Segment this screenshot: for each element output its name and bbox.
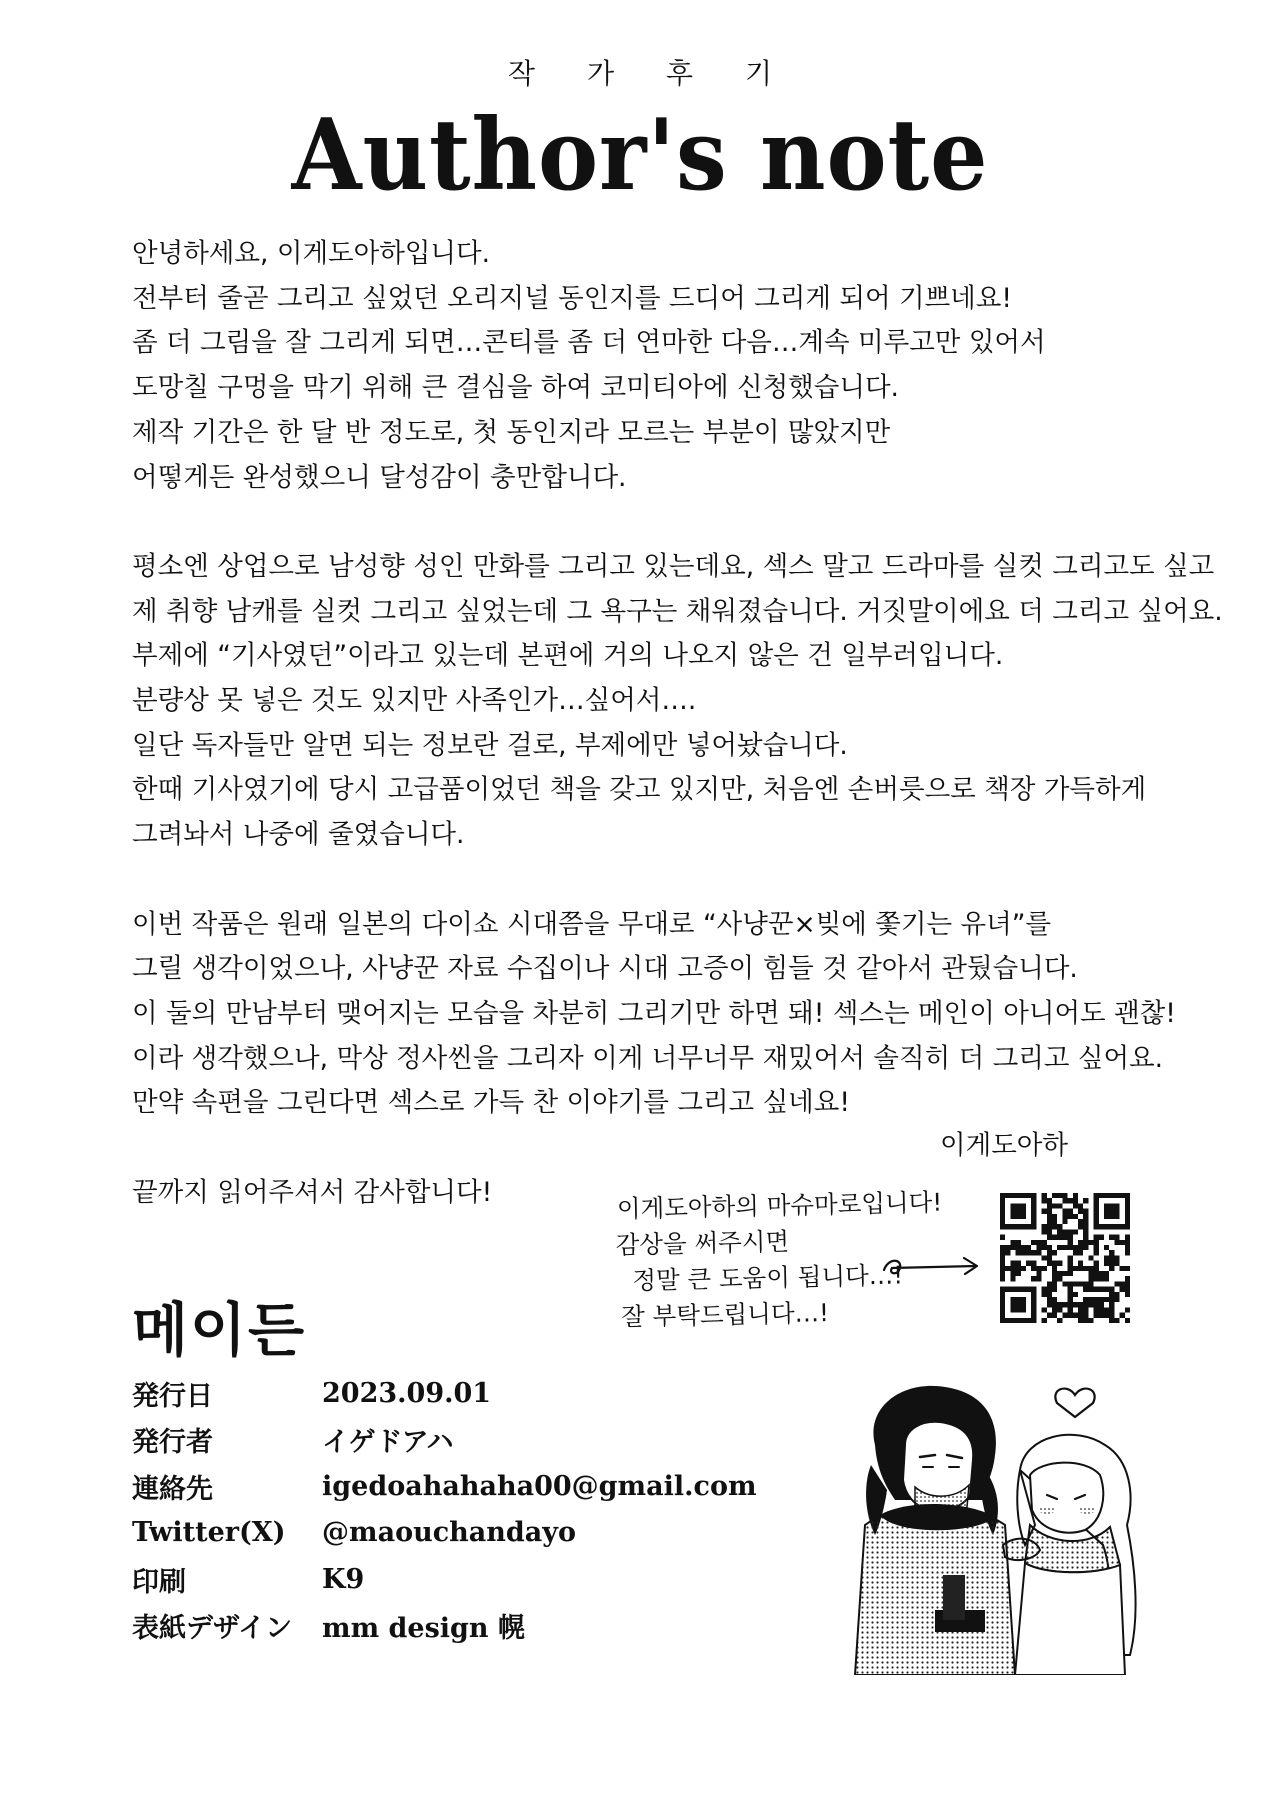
colophon-label: 発行日 (132, 1380, 213, 1412)
handnote-line: 잘 부탁드립니다…! (620, 1298, 830, 1332)
text-line: 제 취향 남캐를 실컷 그리고 싶었는데 그 욕구는 채워졌습니다. 거짓말이에요 더 그리고 싶어요. (132, 595, 1223, 627)
text-line: 한때 기사였기에 당시 고급품이었던 책을 갖고 있지만, 처음엔 손버릇으로 책장 가득하게 (132, 774, 1147, 806)
colophon-label: Twitter(X) (132, 1517, 286, 1549)
paragraph (132, 903, 1176, 1127)
qr-code-icon[interactable] (1000, 1193, 1130, 1323)
text-line: 제작 기간은 한 달 반 정도로, 첫 동인지라 모르는 부분이 많았지만 (132, 416, 891, 448)
text-line: 이 둘의 만남부터 맺어지는 모습을 차분히 그리기만 하면 돼! 섹스는 메인이 아니어도 괜찮! (132, 997, 1176, 1029)
colophon-label: 発行者 (132, 1427, 213, 1459)
text-line: 끝까지 읽어주셔서 감사합니다! (132, 1176, 493, 1208)
page-title: Author's note (291, 98, 989, 213)
text-line: 그려놔서 나중에 줄였습니다. (132, 819, 465, 851)
character-illustration (835, 1375, 1165, 1675)
page-subtitle: 작가후기 (507, 57, 825, 90)
text-line: 그릴 생각이었으나, 사냥꾼 자료 수집이나 시대 고증이 힘들 것 같아서 관뒀습니다. (132, 953, 1078, 985)
handnote-line: 정말 큰 도움이 됩니다…! (632, 1260, 904, 1296)
colophon-value: @maouchandayo (322, 1517, 576, 1549)
text-line: 부제에 “기사였던”이라고 있는데 본편에 거의 나오지 않은 건 일부러입니다. (132, 640, 1004, 672)
colophon-label: 印刷 (132, 1566, 186, 1598)
colophon-row (132, 1417, 757, 1464)
colophon-label: 連絡先 (132, 1473, 213, 1505)
text-line: 도망칠 구멍을 막기 위해 큰 결심을 하여 코미티아에 신청했습니다. (132, 372, 899, 404)
text-line: 이라 생각했으나, 막상 정사씬을 그리자 이게 너무너무 재밌어서 솔직히 더 그리고 싶어요. (132, 1042, 1164, 1074)
handnote-line: 감상을 써주시면 (615, 1226, 790, 1260)
handnote-line: 이게도아하의 마슈마로입니다! (616, 1187, 943, 1224)
text-line: 일단 독자들만 알면 되는 정보란 걸로, 부제에만 넣어놨습니다. (132, 729, 848, 761)
text-line: 평소엔 상업으로 남성향 성인 만화를 그리고 있는데요, 섹스 말고 드라마를 실컷 그리고도 싶고 (132, 550, 1215, 582)
paragraph (132, 545, 1223, 858)
text-line: 좀 더 그림을 잘 그리게 되면…콘티를 좀 더 연마한 다음…계속 미루고만 있어서 (132, 327, 1046, 359)
text-line: 전부터 줄곧 그리고 싶었던 오리지널 동인지를 드디어 그리게 되어 기쁘네요! (132, 282, 1013, 314)
arrow-icon (880, 1248, 990, 1288)
colophon-row (132, 1463, 757, 1510)
text-line: 분량상 못 넣은 것도 있지만 사족인가…싶어서…. (132, 685, 697, 717)
colophon-table (132, 1370, 757, 1649)
colophon-value: 2023.09.01 (322, 1377, 492, 1409)
text-line: 어떻게든 완성했으니 달성감이 충만합니다. (132, 461, 627, 493)
author-signature: 이게도아하 (940, 1130, 1068, 1161)
colophon-row (132, 1510, 757, 1557)
colophon-row (132, 1370, 757, 1417)
colophon-value: igedoahahaha00@gmail.com (322, 1470, 757, 1502)
colophon-value: イゲドアハ (322, 1427, 454, 1459)
note-body (132, 232, 1223, 1260)
heart-icon (1055, 1389, 1094, 1417)
colophon-label: 表紙デザイン (132, 1613, 293, 1645)
paragraph (132, 232, 1172, 500)
colophon-row (132, 1556, 757, 1603)
book-title: 메이든 (132, 1296, 307, 1364)
colophon-value: mm design 幌 (322, 1613, 525, 1645)
text-line: 이번 작품은 원래 일본의 다이쇼 시대쯤을 무대로 “사냥꾼×빚에 쫓기는 유녀”를 (132, 908, 1052, 940)
text-line: 안녕하세요, 이게도아하입니다. (132, 238, 491, 269)
colophon-row (132, 1603, 757, 1650)
colophon-value: K9 (322, 1563, 365, 1595)
text-line: 만약 속편을 그린다면 섹스로 가득 찬 이야기를 그리고 싶네요! (132, 1087, 850, 1119)
